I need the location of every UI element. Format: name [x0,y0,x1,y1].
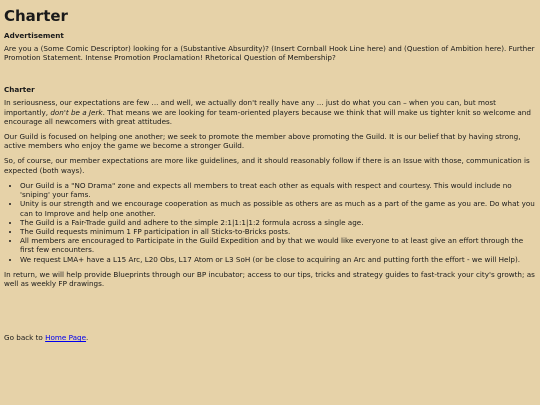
charter-intro-emphasis: don't be a Jerk [50,107,103,117]
charter-return: In return, we will help provide Blueprints through our BP incubator; access to our tips, tricks and strategy guides to fast-track your city's growth; as well as weekly FP drawings. [4,269,535,289]
advertisement-heading: Advertisement [4,30,64,40]
list-item: • All members are encouraged to Participate in the Guild Expedition and by that we would like everyone to at least give an effort through the first few encounters. [20,236,536,254]
charter-intro-part2: . That means we are looking for team-oriented players because we think that will make us tighter knit so welcome and encourage all newcomers with great attitudes. [4,107,531,126]
advertisement-text: Are you a (Some Comic Descriptor) looking for a (Substantive Absurdity)? (Insert Cornball Hook Line here) and (Question of Ambition here). Further Promotion Statement. Intense Promotion Proclamation! Rhetorical Question of Membership? [4,43,535,62]
list-item: • We request LMA+ have a L15 Arc, L20 Obs, L17 Atom or L3 SoH (or be close to acquiring an Arc and putting forth the effort - we will Help). [20,255,536,264]
home-page-link[interactable]: Home Page [45,333,87,343]
page-title: Charter [4,7,68,25]
charter-intro-part1: In seriousness, our expectations are few ... and well, we actually don't really have any ... just do what you can – when you can, but most importantly, [4,98,496,117]
footer-suffix: . [86,333,89,343]
list-item: • Unity is our strength and we encourage cooperation as much as possible as others are as much as a part of the game as you are. Do what you can to Improve and help one another. [20,199,536,217]
list-item: • The Guild is a Fair-Trade guild and adhere to the simple 2:1|1:1|1:2 formula across a single age. [20,218,536,227]
charter-focus: Our Guild is focused on helping one another; we seek to promote the member above promoting the Guild. It is our belief that by having strong, active members who enjoy the game we become a stronger Guild. [4,132,521,151]
charter-guidelines: So, of course, our member expectations are more like guidelines, and it should reasonably follow if there is an Issue with those, communication is expected (both ways). [4,156,530,175]
footer-prefix: Go back to [4,333,46,343]
footer-navigation [4,333,536,342]
list-item: • Our Guild is a "NO Drama" zone and expects all members to treat each other as equals with respect and courtesy. This would include no 'sniping' your fams. [20,181,536,199]
list-item: • The Guild requests minimum 1 FP participation in all Sticks-to-Bricks posts. [20,227,536,236]
charter-intro [4,98,536,126]
charter-heading: Charter [4,85,35,95]
charter-rules-list [4,181,536,264]
